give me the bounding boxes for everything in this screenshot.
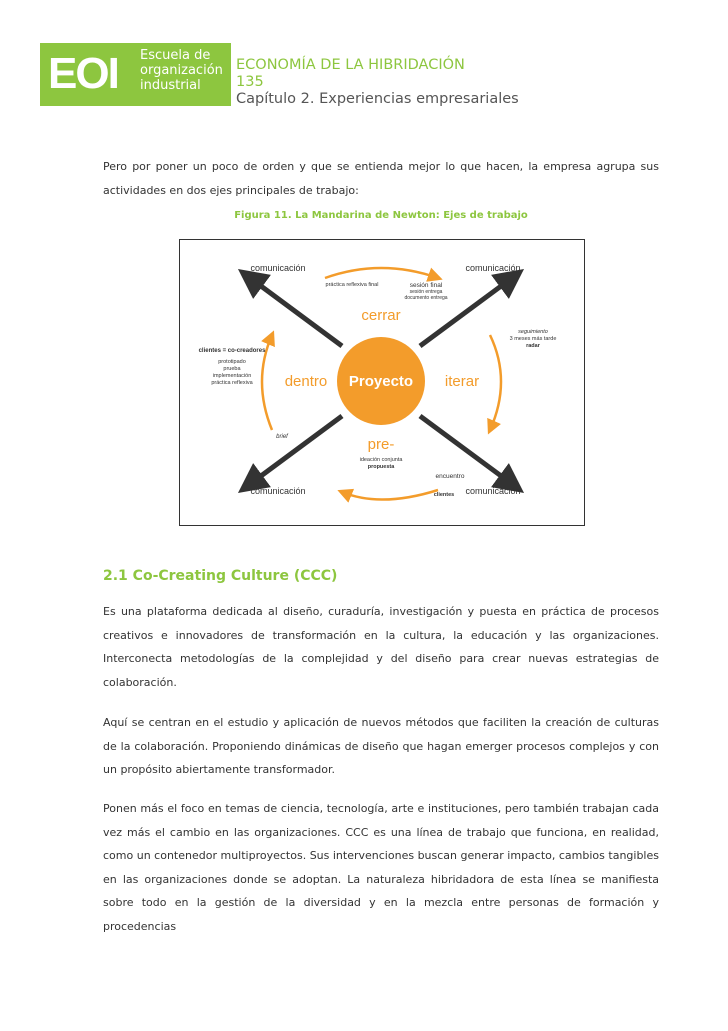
clients-label: clientes	[433, 492, 455, 498]
eoi-logo	[40, 43, 231, 106]
session-line: sesión entrega	[409, 289, 443, 295]
arrow-bl	[246, 416, 342, 487]
paragraph: Ponen más el foco en temas de ciencia, tecnología, arte e instituciones, pero también trabajan cada vez más el cambio en las organizaciones. CCC es una línea de trabajo que funciona, en realidad, como un contenedor multiproyectos. Sus intervenciones buscan generar impacto, cambios tangibles en las organizaciones donde se adoptan. La naturaleza hibridadora de esta línea se manifiesta sobre todo en la gestión de la diversidad y en la mezcla entre personas de formación y procedencias	[103, 802, 659, 933]
page-number: 135	[236, 74, 264, 90]
encounter-label: encuentro	[435, 473, 465, 480]
radar-label: radar	[526, 343, 540, 349]
clients-line: prototipado	[218, 359, 246, 365]
figure-diagram	[179, 239, 585, 526]
logo-mark: EOI	[48, 49, 118, 98]
followup-line: 3 meses más tarde	[509, 336, 557, 342]
corner-tl: comunicación	[250, 263, 306, 273]
arrow-br	[420, 416, 516, 487]
chapter-title: Capítulo 2. Experiencias empresariales	[236, 91, 519, 107]
clients-line: prueba	[223, 366, 241, 372]
section-heading: 2.1 Co-Creating Culture (CCC)	[103, 568, 338, 584]
clients-line: práctica reflexiva	[211, 380, 253, 386]
center-label: Proyecto	[348, 373, 414, 390]
bottom-label: pre-	[367, 436, 395, 453]
logo-line: organización	[140, 63, 223, 78]
logo-line: Escuela de	[140, 48, 211, 63]
proposal-label: propuesta	[367, 464, 395, 470]
followup-line: seguimiento	[518, 329, 548, 335]
left-label: dentro	[284, 373, 328, 390]
figure-caption: Figura 11. La Mandarina de Newton: Ejes de trabajo	[234, 210, 528, 221]
top-label: cerrar	[361, 307, 401, 324]
session-line: documento entrega	[404, 295, 448, 301]
paragraph: Es una plataforma dedicada al diseño, curaduría, investigación y puesta en práctica de procesos creativos e innovadores de transformación en la cultura, la educación y las organizaciones. Interconecta metodologías de la complejidad y del diseño para crear nuevas estrategias de colaboración.	[103, 605, 659, 689]
arc-right	[490, 335, 501, 430]
logo-line: industrial	[140, 78, 201, 93]
paragraph: Aquí se centran en el estudio y aplicación de nuevos métodos que faciliten la creación de culturas de la colaboración. Proponiendo dinámicas de diseño que hagan emerger procesos complejos y con un propósito abiertamente transformador.	[103, 716, 659, 776]
logo-text	[140, 48, 223, 93]
brief-label: brief	[276, 434, 288, 440]
ideation-label: ideación conjunta	[359, 457, 403, 463]
corner-br: comunicación	[465, 486, 521, 496]
clients-line: implementación	[212, 373, 252, 379]
arc-bottom	[342, 490, 438, 500]
right-label: iterar	[444, 373, 480, 390]
corner-bl: comunicación	[250, 486, 306, 496]
diagram-svg	[180, 240, 584, 525]
corner-tr: comunicación	[465, 263, 521, 273]
arc-top	[325, 268, 438, 278]
intro-paragraph: Pero por poner un poco de orden y que se entienda mejor lo que hacen, la empresa agrupa sus actividades en dos ejes principales de trabajo:	[103, 160, 659, 197]
clients-title: clientes = co-creadores	[198, 348, 266, 354]
top-arc-label: práctica reflexiva final	[325, 282, 379, 288]
book-title: ECONOMÍA DE LA HIBRIDACIÓN	[236, 57, 465, 73]
session-title: sesión final	[409, 282, 443, 289]
